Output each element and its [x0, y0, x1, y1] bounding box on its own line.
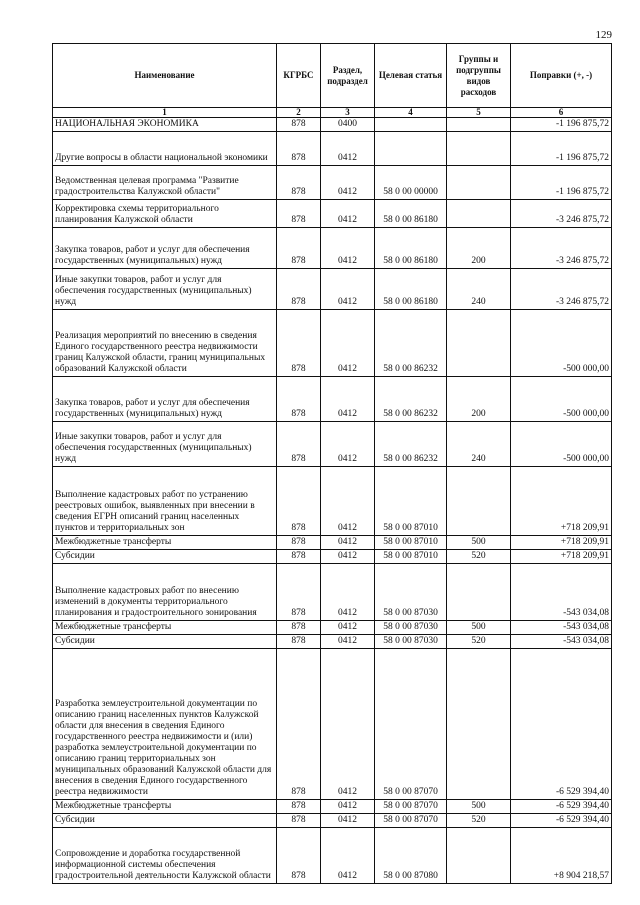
table-row [53, 166, 612, 200]
cell-section: 0412 [321, 310, 375, 377]
cell-target-article: 58 0 00 87010 [375, 467, 447, 536]
cell-kgrbs: 878 [277, 828, 321, 884]
cell-section: 0412 [321, 269, 375, 310]
cell-section: 0412 [321, 377, 375, 422]
table-row [53, 269, 612, 310]
cell-amendment: -6 529 394,40 [511, 814, 612, 828]
cell-kgrbs: 878 [277, 814, 321, 828]
cell-section: 0412 [321, 828, 375, 884]
cell-section: 0412 [321, 814, 375, 828]
cell-section: 0412 [321, 166, 375, 200]
cell-name: Межбюджетные трансферты [53, 536, 277, 550]
cell-expense-group: 500 [447, 536, 511, 550]
cell-kgrbs: 878 [277, 536, 321, 550]
header-amendment: Поправки (+, -) [511, 44, 612, 108]
cell-amendment: -6 529 394,40 [511, 800, 612, 814]
cell-expense-group: 500 [447, 621, 511, 635]
column-number: 3 [321, 108, 375, 118]
header-kgrbs: КГРБС [277, 44, 321, 108]
table-row [53, 132, 612, 166]
column-number: 5 [447, 108, 511, 118]
cell-name: Закупка товаров, работ и услуг для обеспечения государственных (муниципальных) нужд [53, 377, 277, 422]
cell-section: 0400 [321, 118, 375, 132]
cell-section: 0412 [321, 550, 375, 564]
budget-amendments-table [52, 43, 612, 884]
cell-kgrbs: 878 [277, 649, 321, 800]
cell-name: Ведомственная целевая программа "Развитие градостроительства Калужской области" [53, 166, 277, 200]
cell-kgrbs: 878 [277, 635, 321, 649]
header-expense-group: Группы и подгруппы видов расходов [447, 44, 511, 108]
cell-amendment: -6 529 394,40 [511, 649, 612, 800]
cell-amendment: +8 904 218,57 [511, 828, 612, 884]
cell-target-article: 58 0 00 87070 [375, 800, 447, 814]
table-row [53, 800, 612, 814]
header-target-article: Целевая статья [375, 44, 447, 108]
cell-target-article: 58 0 00 87030 [375, 621, 447, 635]
cell-kgrbs: 878 [277, 377, 321, 422]
table-row [53, 550, 612, 564]
cell-name: Межбюджетные трансферты [53, 621, 277, 635]
cell-expense-group [447, 467, 511, 536]
cell-target-article: 58 0 00 00000 [375, 166, 447, 200]
cell-expense-group [447, 200, 511, 228]
table-row [53, 310, 612, 377]
cell-amendment: +718 209,91 [511, 536, 612, 550]
cell-name: Разработка землеустроительной документации по описанию границ населенных пунктов Калужской области для внесения в сведения Единого государственного реестра недвижимости и (или) разработка землеустроительной документации по описанию границ территориальных зон муниципальных образований Калужской области для внесения в сведения Единого государственного реестра недвижимости [53, 649, 277, 800]
cell-expense-group: 200 [447, 377, 511, 422]
cell-section: 0412 [321, 635, 375, 649]
cell-kgrbs: 878 [277, 228, 321, 269]
cell-kgrbs: 878 [277, 550, 321, 564]
cell-kgrbs: 878 [277, 564, 321, 621]
table-row [53, 422, 612, 467]
cell-kgrbs: 878 [277, 166, 321, 200]
cell-section: 0412 [321, 422, 375, 467]
cell-name: Субсидии [53, 814, 277, 828]
cell-target-article: 58 0 00 86232 [375, 310, 447, 377]
cell-target-article: 58 0 00 87070 [375, 814, 447, 828]
cell-target-article: 58 0 00 87010 [375, 536, 447, 550]
table-row [53, 828, 612, 884]
cell-target-article [375, 132, 447, 166]
cell-name: Сопровождение и доработка государственной информационной системы обеспечения градостроительной деятельности Калужской области [53, 828, 277, 884]
cell-expense-group [447, 118, 511, 132]
table-row [53, 536, 612, 550]
cell-amendment: -500 000,00 [511, 310, 612, 377]
cell-name: Субсидии [53, 635, 277, 649]
cell-kgrbs: 878 [277, 800, 321, 814]
cell-name: Иные закупки товаров, работ и услуг для обеспечения государственных (муниципальных) нужд [53, 422, 277, 467]
cell-name: Межбюджетные трансферты [53, 800, 277, 814]
table-row [53, 814, 612, 828]
cell-amendment: -1 196 875,72 [511, 118, 612, 132]
cell-amendment: -1 196 875,72 [511, 166, 612, 200]
cell-expense-group: 500 [447, 800, 511, 814]
table-row [53, 621, 612, 635]
cell-amendment: -3 246 875,72 [511, 269, 612, 310]
column-number: 4 [375, 108, 447, 118]
cell-target-article: 58 0 00 86232 [375, 422, 447, 467]
cell-expense-group: 520 [447, 550, 511, 564]
cell-amendment: -543 034,08 [511, 564, 612, 621]
cell-kgrbs: 878 [277, 132, 321, 166]
cell-kgrbs: 878 [277, 621, 321, 635]
cell-target-article: 58 0 00 87010 [375, 550, 447, 564]
cell-name: Иные закупки товаров, работ и услуг для обеспечения государственных (муниципальных) нужд [53, 269, 277, 310]
cell-target-article: 58 0 00 86232 [375, 377, 447, 422]
column-number: 2 [277, 108, 321, 118]
table-row [53, 377, 612, 422]
cell-expense-group: 520 [447, 635, 511, 649]
cell-expense-group [447, 828, 511, 884]
cell-kgrbs: 878 [277, 467, 321, 536]
cell-section: 0412 [321, 467, 375, 536]
cell-expense-group: 200 [447, 228, 511, 269]
cell-section: 0412 [321, 536, 375, 550]
cell-kgrbs: 878 [277, 118, 321, 132]
table-row [53, 228, 612, 269]
cell-target-article: 58 0 00 86180 [375, 228, 447, 269]
cell-target-article: 58 0 00 87030 [375, 635, 447, 649]
cell-expense-group: 520 [447, 814, 511, 828]
cell-section: 0412 [321, 621, 375, 635]
cell-section: 0412 [321, 800, 375, 814]
cell-name: Другие вопросы в области национальной экономики [53, 132, 277, 166]
cell-amendment: -500 000,00 [511, 422, 612, 467]
cell-section: 0412 [321, 200, 375, 228]
cell-expense-group [447, 132, 511, 166]
cell-amendment: -500 000,00 [511, 377, 612, 422]
cell-name: Закупка товаров, работ и услуг для обеспечения государственных (муниципальных) нужд [53, 228, 277, 269]
cell-section: 0412 [321, 132, 375, 166]
cell-amendment: +718 209,91 [511, 467, 612, 536]
table-body [53, 118, 612, 884]
header-row [53, 44, 612, 108]
column-number: 6 [511, 108, 612, 118]
cell-name: Реализация мероприятий по внесению в сведения Единого государственного реестра недвижимости границ Калужской области, границ муниципальных образований Калужской области [53, 310, 277, 377]
cell-section: 0412 [321, 228, 375, 269]
cell-target-article: 58 0 00 87030 [375, 564, 447, 621]
cell-name: Субсидии [53, 550, 277, 564]
column-number-row [53, 108, 612, 118]
cell-expense-group: 240 [447, 269, 511, 310]
cell-kgrbs: 878 [277, 200, 321, 228]
page-number: 129 [595, 29, 612, 41]
cell-amendment: -3 246 875,72 [511, 200, 612, 228]
header-name: Наименование [53, 44, 277, 108]
cell-target-article [375, 118, 447, 132]
cell-amendment: -543 034,08 [511, 635, 612, 649]
cell-expense-group: 240 [447, 422, 511, 467]
cell-target-article: 58 0 00 86180 [375, 269, 447, 310]
table-row [53, 200, 612, 228]
cell-expense-group [447, 310, 511, 377]
cell-kgrbs: 878 [277, 310, 321, 377]
cell-expense-group [447, 564, 511, 621]
table-row [53, 649, 612, 800]
cell-expense-group [447, 166, 511, 200]
header-section: Раздел, подраздел [321, 44, 375, 108]
cell-target-article: 58 0 00 87080 [375, 828, 447, 884]
cell-section: 0412 [321, 564, 375, 621]
cell-name: Выполнение кадастровых работ по внесению изменений в документы территориального планирования и градостроительного зонирования [53, 564, 277, 621]
cell-name: Выполнение кадастровых работ по устранению реестровых ошибок, выявленных при внесении в сведения ЕГРН описаний границ населенных пунктов и территориальных зон [53, 467, 277, 536]
cell-kgrbs: 878 [277, 422, 321, 467]
cell-target-article: 58 0 00 87070 [375, 649, 447, 800]
cell-amendment: -543 034,08 [511, 621, 612, 635]
cell-kgrbs: 878 [277, 269, 321, 310]
cell-amendment: -1 196 875,72 [511, 132, 612, 166]
table-row [53, 564, 612, 621]
table-row [53, 118, 612, 132]
cell-target-article: 58 0 00 86180 [375, 200, 447, 228]
column-number: 1 [53, 108, 277, 118]
cell-amendment: -3 246 875,72 [511, 228, 612, 269]
cell-section: 0412 [321, 649, 375, 800]
cell-name: Корректировка схемы территориального планирования Калужской области [53, 200, 277, 228]
cell-amendment: +718 209,91 [511, 550, 612, 564]
cell-expense-group [447, 649, 511, 800]
cell-name: НАЦИОНАЛЬНАЯ ЭКОНОМИКА [53, 118, 277, 132]
table-row [53, 635, 612, 649]
table-row [53, 467, 612, 536]
